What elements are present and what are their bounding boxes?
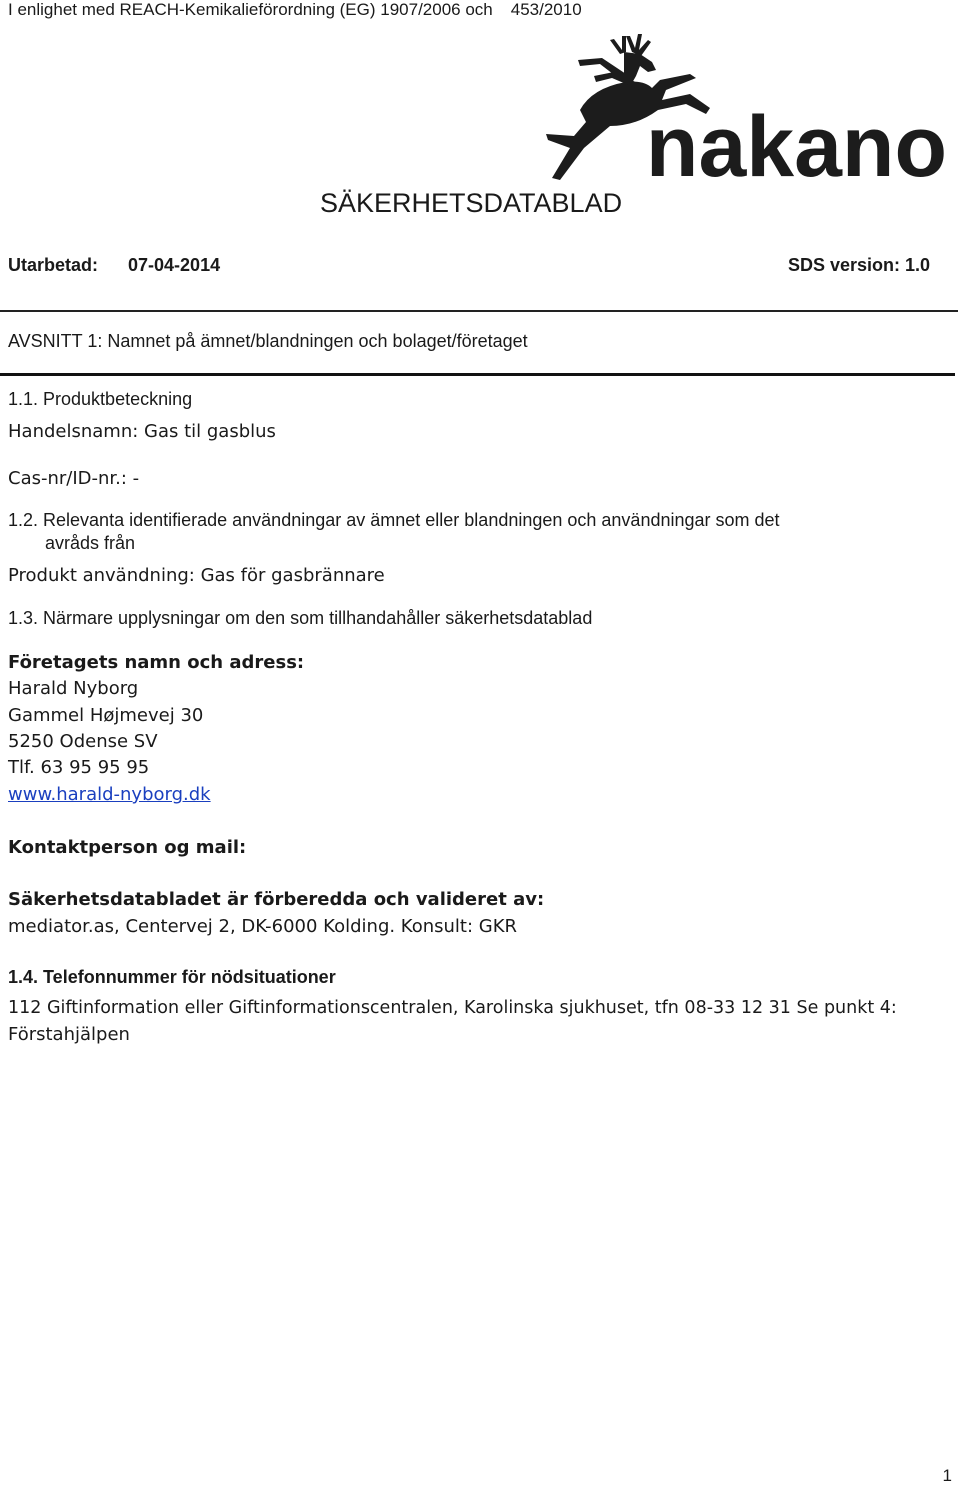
company-website-link[interactable]: www.harald-nyborg.dk — [8, 784, 211, 805]
nakano-logo — [540, 30, 952, 180]
divider-section — [0, 373, 955, 376]
emergency-text-cont: Förstahjälpen — [8, 1024, 130, 1045]
prepared-label: Utarbetad: — [8, 255, 99, 275]
cas-number: Cas-nr/ID-nr.: - — [8, 468, 140, 489]
company-line: Gammel Højmevej 30 — [8, 705, 204, 726]
heading-1-2-cont: avråds från — [45, 533, 136, 553]
document-title: SÄKERHETSDATABLAD — [320, 188, 623, 218]
section-1-title: AVSNITT 1: Namnet på ämnet/blandningen och bolaget/företaget — [8, 331, 528, 351]
page-number: 1 — [942, 1466, 952, 1485]
product-use: Produkt användning: Gas för gasbrännare — [8, 565, 385, 586]
emergency-text: 112 Giftinformation eller Giftinformationscentralen, Karolinska sjukhuset, tfn 08-33 12 31 Se punkt 4: — [8, 998, 897, 1018]
regulation-text: I enlighet med REACH-Kemikalieförordning (EG) 1907/2006 och — [8, 0, 493, 19]
divider-top — [0, 310, 958, 312]
logo-wordmark: nakano — [645, 99, 947, 180]
regulation-reference — [8, 0, 582, 20]
company-label: Företagets namn och adress: — [8, 652, 305, 673]
heading-1-2: 1.2. Relevanta identifierade användningar av ämnet eller blandningen och användningar som det — [8, 510, 780, 530]
heading-1-3: 1.3. Närmare upplysningar om den som tillhandahåller säkerhetsdatablad — [8, 608, 593, 628]
company-line: Tlf. 63 95 95 95 — [8, 757, 150, 778]
company-line: Harald Nyborg — [8, 678, 139, 699]
trade-name: Handelsnamn: Gas til gasblus — [8, 421, 276, 442]
prepared-by-label: Säkerhetsdatabladet är förberedda och valideret av: — [8, 889, 545, 910]
heading-1-4: 1.4. Telefonnummer för nödsituationer — [8, 967, 336, 987]
regulation-ref: 453/2010 — [510, 0, 582, 19]
heading-1-1: 1.1. Produktbeteckning — [8, 389, 193, 409]
contact-label: Kontaktperson og mail: — [8, 837, 247, 858]
prepared-by: mediator.as, Centervej 2, DK-6000 Kolding. Konsult: GKR — [8, 916, 518, 937]
company-line: 5250 Odense SV — [8, 731, 158, 752]
sds-version: SDS version: 1.0 — [787, 255, 930, 275]
prepared-date-line — [8, 255, 220, 276]
prepared-date: 07-04-2014 — [128, 255, 221, 275]
